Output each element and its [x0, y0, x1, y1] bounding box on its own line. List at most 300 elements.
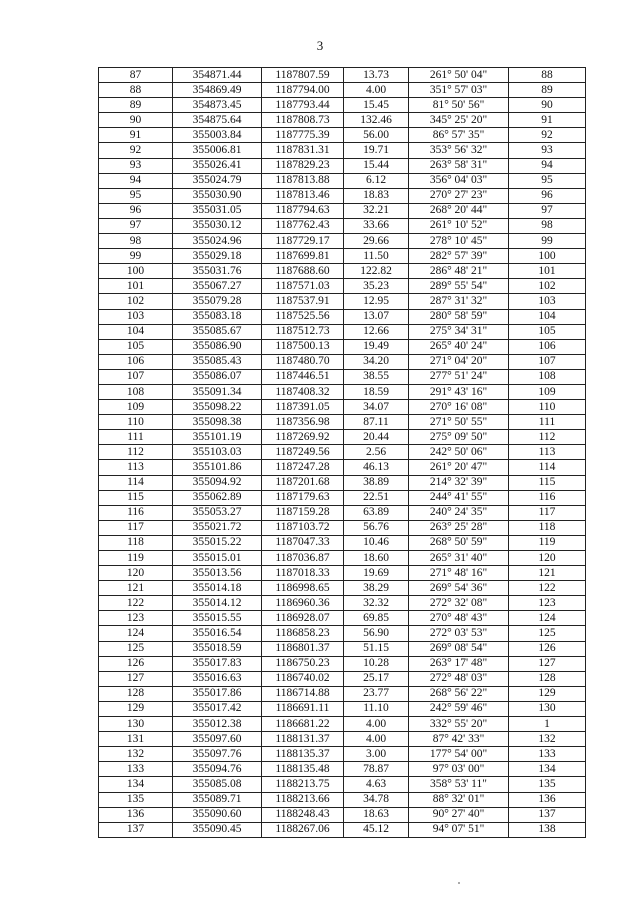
bearing-cell: 289° 55' 54" [409, 279, 509, 294]
point-number-cell: 96 [99, 203, 173, 218]
table-row [99, 822, 586, 837]
x-coordinate-cell: 354873.45 [173, 98, 262, 113]
table-row [99, 324, 586, 339]
next-point-cell: 122 [509, 581, 586, 596]
x-coordinate-cell: 355094.92 [173, 475, 262, 490]
bearing-cell: 90° 27' 40" [409, 807, 509, 822]
table-row [99, 671, 586, 686]
next-point-cell: 88 [509, 68, 586, 83]
y-coordinate-cell: 1188135.37 [262, 747, 344, 762]
x-coordinate-cell: 355094.76 [173, 762, 262, 777]
x-coordinate-cell: 355030.12 [173, 218, 262, 233]
table-row [99, 369, 586, 384]
x-coordinate-cell: 355086.90 [173, 339, 262, 354]
next-point-cell: 114 [509, 460, 586, 475]
table-row [99, 520, 586, 535]
x-coordinate-cell: 355003.84 [173, 128, 262, 143]
bearing-cell: 261° 50' 04" [409, 68, 509, 83]
bearing-cell: 270° 16' 08" [409, 400, 509, 415]
table-row [99, 611, 586, 626]
x-coordinate-cell: 355013.56 [173, 566, 262, 581]
x-coordinate-cell: 355015.55 [173, 611, 262, 626]
y-coordinate-cell: 1187103.72 [262, 520, 344, 535]
point-number-cell: 115 [99, 490, 173, 505]
bearing-cell: 263° 58' 31" [409, 158, 509, 173]
table-row [99, 203, 586, 218]
table-row [99, 445, 586, 460]
x-coordinate-cell: 355086.07 [173, 369, 262, 384]
x-coordinate-cell: 354869.49 [173, 83, 262, 98]
point-number-cell: 125 [99, 641, 173, 656]
y-coordinate-cell: 1186998.65 [262, 581, 344, 596]
next-point-cell: 137 [509, 807, 586, 822]
y-coordinate-cell: 1186714.88 [262, 686, 344, 701]
bearing-cell: 265° 40' 24" [409, 339, 509, 354]
y-coordinate-cell: 1187793.44 [262, 98, 344, 113]
distance-cell: 122.82 [344, 264, 409, 279]
table-row [99, 218, 586, 233]
table-row [99, 113, 586, 128]
point-number-cell: 87 [99, 68, 173, 83]
table-row [99, 83, 586, 98]
next-point-cell: 1 [509, 717, 586, 732]
distance-cell: 35.23 [344, 279, 409, 294]
bearing-cell: 351° 57' 03" [409, 83, 509, 98]
next-point-cell: 126 [509, 641, 586, 656]
x-coordinate-cell: 355031.76 [173, 264, 262, 279]
next-point-cell: 120 [509, 551, 586, 566]
table-row [99, 294, 586, 309]
bearing-cell: 271° 48' 16" [409, 566, 509, 581]
point-number-cell: 110 [99, 415, 173, 430]
point-number-cell: 90 [99, 113, 173, 128]
next-point-cell: 107 [509, 354, 586, 369]
table-row [99, 143, 586, 158]
bearing-cell: 286° 48' 21" [409, 264, 509, 279]
distance-cell: 12.66 [344, 324, 409, 339]
point-number-cell: 136 [99, 807, 173, 822]
bearing-cell: 271° 04' 20" [409, 354, 509, 369]
point-number-cell: 88 [99, 83, 173, 98]
distance-cell: 6.12 [344, 173, 409, 188]
point-number-cell: 133 [99, 762, 173, 777]
x-coordinate-cell: 355017.42 [173, 701, 262, 716]
bearing-cell: 81° 50' 56" [409, 98, 509, 113]
distance-cell: 25.17 [344, 671, 409, 686]
bearing-cell: 287° 31' 32" [409, 294, 509, 309]
next-point-cell: 119 [509, 535, 586, 550]
y-coordinate-cell: 1187808.73 [262, 113, 344, 128]
next-point-cell: 104 [509, 309, 586, 324]
bearing-cell: 353° 56' 32" [409, 143, 509, 158]
point-number-cell: 105 [99, 339, 173, 354]
point-number-cell: 126 [99, 656, 173, 671]
next-point-cell: 95 [509, 173, 586, 188]
point-number-cell: 137 [99, 822, 173, 837]
table-row [99, 188, 586, 203]
bearing-cell: 244° 41' 55" [409, 490, 509, 505]
next-point-cell: 89 [509, 83, 586, 98]
bearing-cell: 272° 32' 08" [409, 596, 509, 611]
point-number-cell: 91 [99, 128, 173, 143]
y-coordinate-cell: 1187775.39 [262, 128, 344, 143]
x-coordinate-cell: 355029.18 [173, 249, 262, 264]
distance-cell: 22.51 [344, 490, 409, 505]
x-coordinate-cell: 355024.96 [173, 234, 262, 249]
y-coordinate-cell: 1186858.23 [262, 626, 344, 641]
table-row [99, 415, 586, 430]
bearing-cell: 275° 34' 31" [409, 324, 509, 339]
table-row [99, 686, 586, 701]
distance-cell: 19.69 [344, 566, 409, 581]
x-coordinate-cell: 355006.81 [173, 143, 262, 158]
bearing-cell: 242° 50' 06" [409, 445, 509, 460]
next-point-cell: 135 [509, 777, 586, 792]
y-coordinate-cell: 1188267.06 [262, 822, 344, 837]
distance-cell: 33.66 [344, 218, 409, 233]
next-point-cell: 96 [509, 188, 586, 203]
table-row [99, 777, 586, 792]
y-coordinate-cell: 1186750.23 [262, 656, 344, 671]
bearing-cell: 87° 42' 33" [409, 732, 509, 747]
point-number-cell: 107 [99, 369, 173, 384]
x-coordinate-cell: 355015.22 [173, 535, 262, 550]
distance-cell: 34.78 [344, 792, 409, 807]
point-number-cell: 98 [99, 234, 173, 249]
next-point-cell: 106 [509, 339, 586, 354]
point-number-cell: 100 [99, 264, 173, 279]
distance-cell: 4.00 [344, 717, 409, 732]
point-number-cell: 89 [99, 98, 173, 113]
next-point-cell: 111 [509, 415, 586, 430]
point-number-cell: 127 [99, 671, 173, 686]
point-number-cell: 103 [99, 309, 173, 324]
distance-cell: 29.66 [344, 234, 409, 249]
bearing-cell: 242° 59' 46" [409, 701, 509, 716]
x-coordinate-cell: 355089.71 [173, 792, 262, 807]
next-point-cell: 123 [509, 596, 586, 611]
next-point-cell: 109 [509, 384, 586, 399]
bearing-cell: 265° 31' 40" [409, 551, 509, 566]
point-number-cell: 118 [99, 535, 173, 550]
distance-cell: 13.73 [344, 68, 409, 83]
next-point-cell: 136 [509, 792, 586, 807]
distance-cell: 23.77 [344, 686, 409, 701]
distance-cell: 11.50 [344, 249, 409, 264]
page-number: 3 [316, 38, 324, 53]
x-coordinate-cell: 355067.27 [173, 279, 262, 294]
distance-cell: 4.00 [344, 83, 409, 98]
y-coordinate-cell: 1187047.33 [262, 535, 344, 550]
y-coordinate-cell: 1187831.31 [262, 143, 344, 158]
next-point-cell: 134 [509, 762, 586, 777]
table-row [99, 234, 586, 249]
table-row [99, 656, 586, 671]
bearing-cell: 358° 53' 11" [409, 777, 509, 792]
x-coordinate-cell: 355016.54 [173, 626, 262, 641]
point-number-cell: 129 [99, 701, 173, 716]
x-coordinate-cell: 354871.44 [173, 68, 262, 83]
y-coordinate-cell: 1187269.92 [262, 430, 344, 445]
point-number-cell: 117 [99, 520, 173, 535]
table-row [99, 792, 586, 807]
point-number-cell: 123 [99, 611, 173, 626]
point-number-cell: 101 [99, 279, 173, 294]
point-number-cell: 102 [99, 294, 173, 309]
x-coordinate-cell: 355098.38 [173, 415, 262, 430]
bearing-cell: 275° 09' 50" [409, 430, 509, 445]
y-coordinate-cell: 1187391.05 [262, 400, 344, 415]
point-number-cell: 92 [99, 143, 173, 158]
y-coordinate-cell: 1186681.22 [262, 717, 344, 732]
y-coordinate-cell: 1187480.70 [262, 354, 344, 369]
table-row [99, 701, 586, 716]
distance-cell: 132.46 [344, 113, 409, 128]
y-coordinate-cell: 1188131.37 [262, 732, 344, 747]
x-coordinate-cell: 355091.34 [173, 384, 262, 399]
y-coordinate-cell: 1187446.51 [262, 369, 344, 384]
distance-cell: 3.00 [344, 747, 409, 762]
x-coordinate-cell: 355014.12 [173, 596, 262, 611]
point-number-cell: 108 [99, 384, 173, 399]
x-coordinate-cell: 355090.45 [173, 822, 262, 837]
y-coordinate-cell: 1187408.32 [262, 384, 344, 399]
next-point-cell: 90 [509, 98, 586, 113]
table-row [99, 551, 586, 566]
next-point-cell: 92 [509, 128, 586, 143]
next-point-cell: 97 [509, 203, 586, 218]
y-coordinate-cell: 1187247.28 [262, 460, 344, 475]
bearing-cell: 270° 27' 23" [409, 188, 509, 203]
point-number-cell: 97 [99, 218, 173, 233]
x-coordinate-cell: 355024.79 [173, 173, 262, 188]
point-number-cell: 94 [99, 173, 173, 188]
table-row [99, 626, 586, 641]
distance-cell: 10.28 [344, 656, 409, 671]
x-coordinate-cell: 355097.76 [173, 747, 262, 762]
y-coordinate-cell: 1187512.73 [262, 324, 344, 339]
point-number-cell: 95 [99, 188, 173, 203]
distance-cell: 56.90 [344, 626, 409, 641]
y-coordinate-cell: 1187699.81 [262, 249, 344, 264]
distance-cell: 15.45 [344, 98, 409, 113]
point-number-cell: 122 [99, 596, 173, 611]
table-row [99, 158, 586, 173]
x-coordinate-cell: 355030.90 [173, 188, 262, 203]
distance-cell: 18.60 [344, 551, 409, 566]
bearing-cell: 271° 50' 55" [409, 415, 509, 430]
next-point-cell: 121 [509, 566, 586, 581]
y-coordinate-cell: 1187525.56 [262, 309, 344, 324]
bearing-cell: 261° 10' 52" [409, 218, 509, 233]
next-point-cell: 124 [509, 611, 586, 626]
next-point-cell: 130 [509, 701, 586, 716]
y-coordinate-cell: 1187159.28 [262, 505, 344, 520]
x-coordinate-cell: 355083.18 [173, 309, 262, 324]
bearing-cell: 269° 54' 36" [409, 581, 509, 596]
x-coordinate-cell: 355062.89 [173, 490, 262, 505]
point-number-cell: 120 [99, 566, 173, 581]
distance-cell: 18.83 [344, 188, 409, 203]
y-coordinate-cell: 1187762.43 [262, 218, 344, 233]
table-row [99, 264, 586, 279]
point-number-cell: 130 [99, 717, 173, 732]
distance-cell: 32.21 [344, 203, 409, 218]
y-coordinate-cell: 1187249.56 [262, 445, 344, 460]
distance-cell: 15.44 [344, 158, 409, 173]
x-coordinate-cell: 355012.38 [173, 717, 262, 732]
next-point-cell: 128 [509, 671, 586, 686]
bearing-cell: 277° 51' 24" [409, 369, 509, 384]
point-number-cell: 116 [99, 505, 173, 520]
distance-cell: 18.63 [344, 807, 409, 822]
bearing-cell: 261° 20' 47" [409, 460, 509, 475]
next-point-cell: 91 [509, 113, 586, 128]
next-point-cell: 102 [509, 279, 586, 294]
table-row [99, 400, 586, 415]
next-point-cell: 112 [509, 430, 586, 445]
next-point-cell: 100 [509, 249, 586, 264]
bearing-cell: 268° 50' 59" [409, 535, 509, 550]
y-coordinate-cell: 1187571.03 [262, 279, 344, 294]
bearing-cell: 86° 57' 35" [409, 128, 509, 143]
next-point-cell: 110 [509, 400, 586, 415]
table-row [99, 505, 586, 520]
x-coordinate-cell: 355018.59 [173, 641, 262, 656]
next-point-cell: 99 [509, 234, 586, 249]
x-coordinate-cell: 355016.63 [173, 671, 262, 686]
table-row [99, 732, 586, 747]
next-point-cell: 117 [509, 505, 586, 520]
next-point-cell: 94 [509, 158, 586, 173]
next-point-cell: 133 [509, 747, 586, 762]
table-row [99, 128, 586, 143]
y-coordinate-cell: 1187500.13 [262, 339, 344, 354]
point-number-cell: 111 [99, 430, 173, 445]
next-point-cell: 127 [509, 656, 586, 671]
point-number-cell: 109 [99, 400, 173, 415]
x-coordinate-cell: 355097.60 [173, 732, 262, 747]
bearing-cell: 94° 07' 51" [409, 822, 509, 837]
x-coordinate-cell: 355031.05 [173, 203, 262, 218]
distance-cell: 32.32 [344, 596, 409, 611]
table-row [99, 354, 586, 369]
bearing-cell: 269° 08' 54" [409, 641, 509, 656]
y-coordinate-cell: 1187018.33 [262, 566, 344, 581]
y-coordinate-cell: 1188213.75 [262, 777, 344, 792]
x-coordinate-cell: 355101.19 [173, 430, 262, 445]
x-coordinate-cell: 355098.22 [173, 400, 262, 415]
bearing-cell: 268° 56' 22" [409, 686, 509, 701]
distance-cell: 38.29 [344, 581, 409, 596]
next-point-cell: 108 [509, 369, 586, 384]
bearing-cell: 272° 03' 53" [409, 626, 509, 641]
table-row [99, 535, 586, 550]
point-number-cell: 135 [99, 792, 173, 807]
bearing-cell: 268° 20' 44" [409, 203, 509, 218]
table-row [99, 641, 586, 656]
next-point-cell: 125 [509, 626, 586, 641]
distance-cell: 10.46 [344, 535, 409, 550]
distance-cell: 38.89 [344, 475, 409, 490]
bearing-cell: 270° 48' 43" [409, 611, 509, 626]
next-point-cell: 101 [509, 264, 586, 279]
distance-cell: 56.00 [344, 128, 409, 143]
bearing-cell: 356° 04' 03" [409, 173, 509, 188]
bearing-cell: 214° 32' 39" [409, 475, 509, 490]
y-coordinate-cell: 1187794.00 [262, 83, 344, 98]
x-coordinate-cell: 355017.86 [173, 686, 262, 701]
table-row [99, 460, 586, 475]
distance-cell: 69.85 [344, 611, 409, 626]
bearing-cell: 291° 43' 16" [409, 384, 509, 399]
x-coordinate-cell: 355021.72 [173, 520, 262, 535]
bearing-cell: 88° 32' 01" [409, 792, 509, 807]
distance-cell: 2.56 [344, 445, 409, 460]
next-point-cell: 116 [509, 490, 586, 505]
table-row [99, 596, 586, 611]
point-number-cell: 114 [99, 475, 173, 490]
bearing-cell: 240° 24' 35" [409, 505, 509, 520]
point-number-cell: 99 [99, 249, 173, 264]
bearing-cell: 280° 58' 59" [409, 309, 509, 324]
table-row [99, 762, 586, 777]
next-point-cell: 113 [509, 445, 586, 460]
distance-cell: 56.76 [344, 520, 409, 535]
x-coordinate-cell: 355085.67 [173, 324, 262, 339]
point-number-cell: 124 [99, 626, 173, 641]
table-row [99, 68, 586, 83]
bearing-cell: 263° 25' 28" [409, 520, 509, 535]
point-number-cell: 121 [99, 581, 173, 596]
distance-cell: 11.10 [344, 701, 409, 716]
x-coordinate-cell: 355085.08 [173, 777, 262, 792]
distance-cell: 63.89 [344, 505, 409, 520]
bearing-cell: 97° 03' 00" [409, 762, 509, 777]
next-point-cell: 115 [509, 475, 586, 490]
x-coordinate-cell: 355015.01 [173, 551, 262, 566]
y-coordinate-cell: 1188213.66 [262, 792, 344, 807]
table-row [99, 490, 586, 505]
table-row [99, 430, 586, 445]
distance-cell: 45.12 [344, 822, 409, 837]
y-coordinate-cell: 1188248.43 [262, 807, 344, 822]
next-point-cell: 98 [509, 218, 586, 233]
y-coordinate-cell: 1186960.36 [262, 596, 344, 611]
y-coordinate-cell: 1187807.59 [262, 68, 344, 83]
next-point-cell: 132 [509, 732, 586, 747]
y-coordinate-cell: 1187829.23 [262, 158, 344, 173]
bearing-cell: 282° 57' 39" [409, 249, 509, 264]
distance-cell: 18.59 [344, 384, 409, 399]
point-number-cell: 128 [99, 686, 173, 701]
point-number-cell: 131 [99, 732, 173, 747]
distance-cell: 19.71 [344, 143, 409, 158]
point-number-cell: 112 [99, 445, 173, 460]
point-number-cell: 93 [99, 158, 173, 173]
x-coordinate-cell: 355053.27 [173, 505, 262, 520]
x-coordinate-cell: 355026.41 [173, 158, 262, 173]
table-row [99, 309, 586, 324]
distance-cell: 13.07 [344, 309, 409, 324]
distance-cell: 34.07 [344, 400, 409, 415]
bearing-cell: 177° 54' 00" [409, 747, 509, 762]
point-number-cell: 119 [99, 551, 173, 566]
table-row [99, 279, 586, 294]
x-coordinate-cell: 355101.86 [173, 460, 262, 475]
next-point-cell: 93 [509, 143, 586, 158]
bearing-cell: 263° 17' 48" [409, 656, 509, 671]
